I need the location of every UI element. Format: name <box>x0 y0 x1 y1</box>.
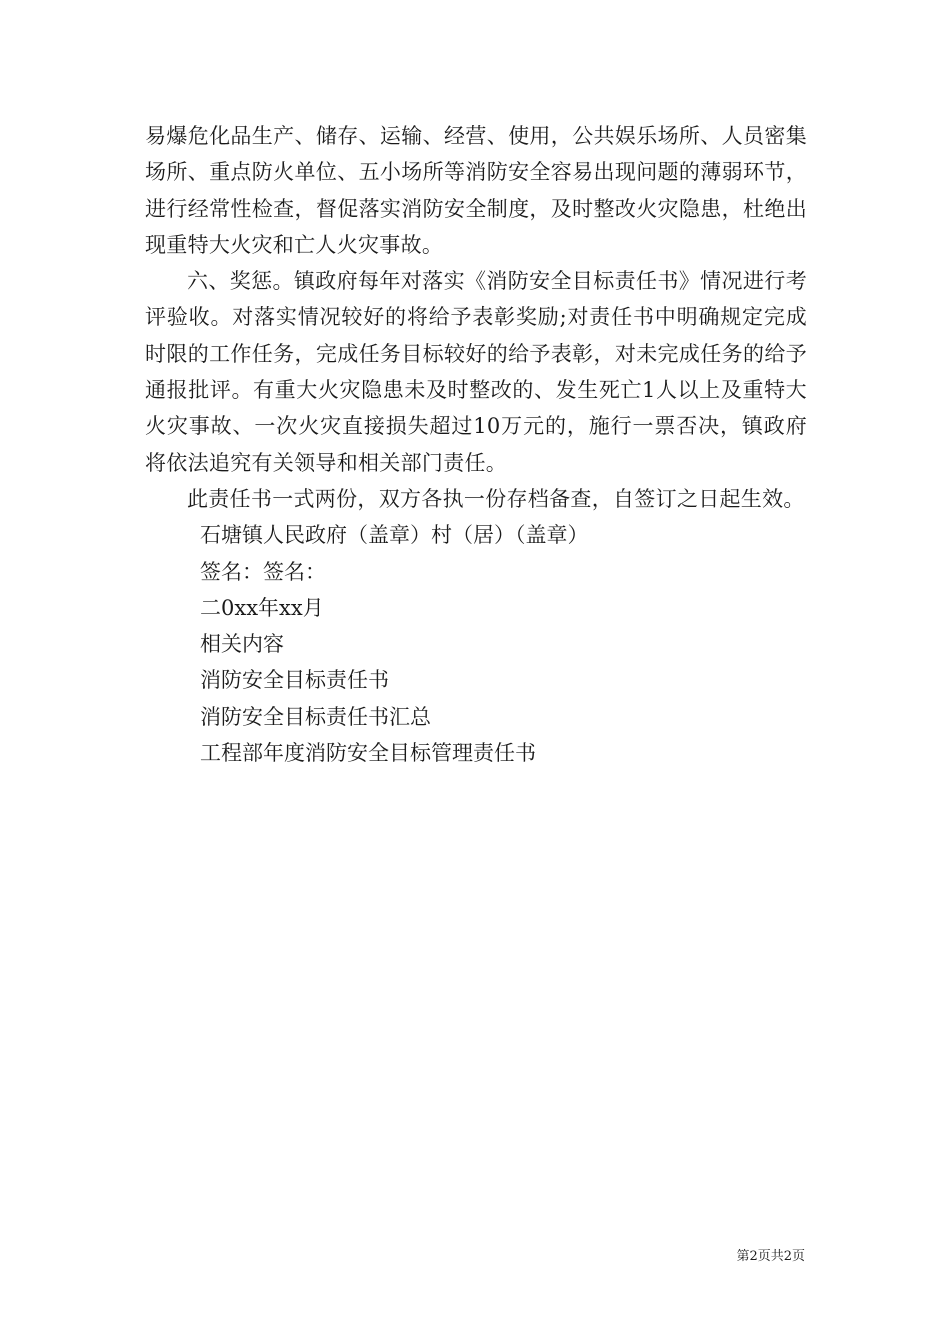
signature-line: 签名：签名： <box>200 559 326 584</box>
paragraph-rewards-penalties: 六、奖惩。镇政府每年对落实《消防安全目标责任书》情况进行考评验收。对落实情况较好的将给予表彰奖励;对责任书中明确规定完成时限的工作任务，完成任务目标较好的给予表彰，对未完成任务的给予通报批评。有重大火灾隐患未及时整改的、发生死亡1人以上及重特大火灾事故、一次火灾直接损失超过10万元的，施行一票否决，镇政府将依法追究有关领导和相关部门责任。 <box>145 269 807 475</box>
paragraph-copies-effective: 此责任书一式两份，双方各执一份存档备查，自签订之日起生效。 <box>187 486 805 511</box>
page-number: 第2页共2页 <box>736 1249 805 1264</box>
related-content-heading: 相关内容 <box>200 632 284 657</box>
document-body <box>145 118 807 771</box>
related-link-2[interactable]: 消防安全目标责任书汇总 <box>200 704 431 729</box>
related-link-3[interactable]: 工程部年度消防安全目标管理责任书 <box>200 741 536 766</box>
date-line: 二0xx年xx月 <box>200 595 324 620</box>
seal-line: 石塘镇人民政府（盖章）村（居）（盖章） <box>200 523 589 548</box>
paragraph-inspection: 易爆危化品生产、储存、运输、经营、使用，公共娱乐场所、人员密集场所、重点防火单位、五小场所等消防安全容易出现问题的薄弱环节，进行经常性检查，督促落实消防安全制度，及时整改火灾隐患，杜绝出现重特大火灾和亡人火灾事故。 <box>145 124 807 257</box>
related-link-1[interactable]: 消防安全目标责任书 <box>200 668 389 693</box>
